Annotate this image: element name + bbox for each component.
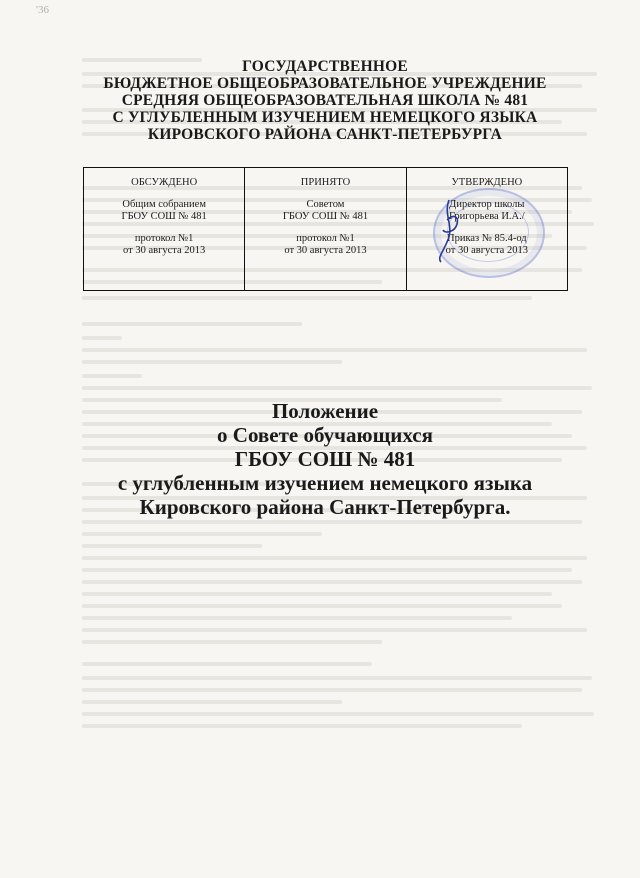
accepted-date: от 30 августа 2013 <box>284 245 367 256</box>
title-line: ГБОУ СОШ № 481 <box>234 447 416 471</box>
header-line: КИРОВСКОГО РАЙОНА САНКТ-ПЕТЕРБУРГА <box>147 126 503 143</box>
accepted-cell <box>245 168 406 290</box>
discussed-heading: ОБСУЖДЕНО <box>131 177 198 188</box>
school-header <box>80 58 570 143</box>
approved-date: от 30 августа 2013 <box>445 245 528 256</box>
accepted-body-2: ГБОУ СОШ № 481 <box>282 211 369 222</box>
accepted-heading: ПРИНЯТО <box>300 177 351 188</box>
discussed-body-1: Общим собранием <box>122 199 206 210</box>
discussed-date: от 30 августа 2013 <box>123 245 206 256</box>
discussed-protocol: протокол №1 <box>134 233 194 244</box>
document-title <box>90 399 560 519</box>
page-corner-mark: '36 <box>36 4 49 16</box>
discussed-body-2: ГБОУ СОШ № 481 <box>121 211 207 222</box>
approved-body-2: Григорьева И.А./ <box>448 211 525 222</box>
title-line: Кировского района Санкт-Петербурга. <box>139 495 511 519</box>
accepted-body-1: Советом <box>306 199 345 210</box>
title-line: о Совете обучающихся <box>217 423 433 447</box>
header-line: С УГЛУБЛЕННЫМ ИЗУЧЕНИЕМ НЕМЕЦКОГО ЯЗЫКА <box>112 109 538 126</box>
title-line: с углубленным изучением немецкого языка <box>117 471 533 495</box>
header-line: БЮДЖЕТНОЕ ОБЩЕОБРАЗОВАТЕЛЬНОЕ УЧРЕЖДЕНИЕ <box>103 75 547 92</box>
header-line: СРЕДНЯЯ ОБЩЕОБРАЗОВАТЕЛЬНАЯ ШКОЛА № 481 <box>121 92 529 109</box>
discussed-cell <box>84 168 245 290</box>
approved-heading: УТВЕРЖДЕНО <box>451 177 523 188</box>
header-line: ГОСУДАРСТВЕННОЕ <box>242 58 408 75</box>
approval-table <box>83 167 568 291</box>
approved-protocol: Приказ № 85.4-од <box>447 233 527 244</box>
signature-icon <box>429 196 469 266</box>
approved-body-1: Директор школы <box>449 199 525 210</box>
title-line: Положение <box>271 399 379 423</box>
accepted-protocol: протокол №1 <box>296 233 355 244</box>
approved-cell <box>407 168 567 290</box>
